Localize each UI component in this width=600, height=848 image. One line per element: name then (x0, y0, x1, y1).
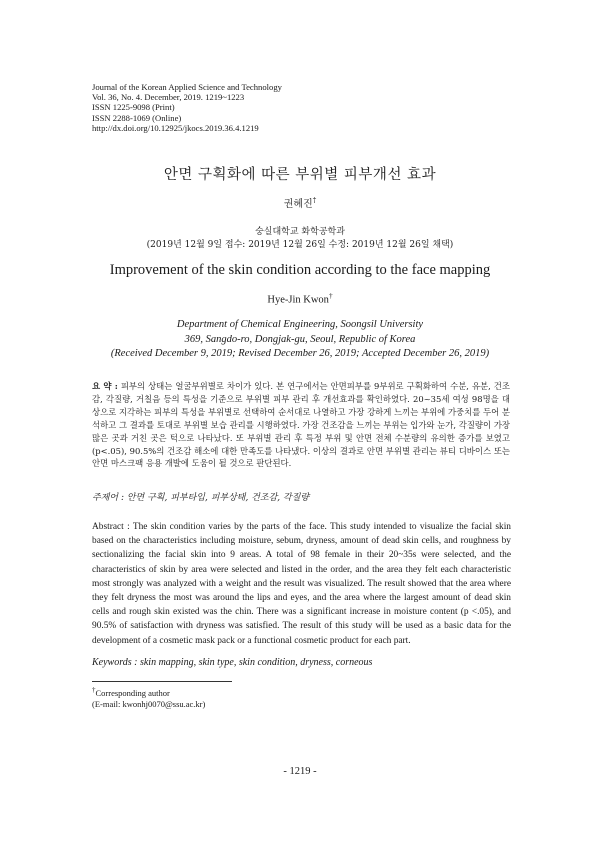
dates-english: (Received December 9, 2019; Revised December 26, 2019; Accepted December 26, 2019) (110, 348, 490, 360)
footnote-email: (E-mail: kwonhj0070@ssu.ac.kr) (92, 698, 206, 709)
affiliation-korean-dept: 숭실대학교 화학공학과 (255, 227, 345, 237)
abstract-english-text: The skin condition varies by the parts of the face. This study intended to visualize the facial skin based on the characteristics including moisture, sebum, dryness, amount of dead skin cells, and roughness by sectionalizing the facial skin into 9 areas. A total of 98 female in their 20~35s were selected, and the characteristics of skin by area were selected and listed in the order, and the area they felt each characteristic most strongly was analyzed with a weight and the result was visualized. The result showed that the area where they felt dryness the most was around the lips and eyes, and the area where the largest amount of dead skin cells and rough skin existed was the chin. There was a significant increase in moisture content (p <.05), and 90.5% of satisfaction with dryness was satisfied. The result of this study will be used as a basic data for the development of a cosmetic mask pack or a functional cosmetic product for each part. (92, 522, 511, 646)
issn-online: ISSN 2288-1069 (Online) (92, 112, 182, 123)
footnote-divider (92, 681, 232, 682)
abstract-korean-text: 피부의 상태는 얼굴부위별로 차이가 있다. 본 연구에서는 안면피부를 9부위로 구획화하여 수분, 유분, 건조감, 각질량, 거칠음 등의 특성을 기준으로 부위별 피부 관리 후 개선효과를 확인하였다. 20~35세 여성 98명을 대상으로 지각하는 피부의 특성을 부위별로 선택하여 순서대로 나열하고 가장 강하게 느끼는 부위에 가중치를 두어 분석하고 그 결과를 토대로 부위별 보습 관리를 시행하였다. 가장 건조감을 느끼는 부위는 입가와 눈가, 각질량이 가장 많은 곳과 거친 곳은 턱으로 나타났다. 또 부위별 관리 후 특정 부위 및 안면 전체 수분량의 유의한 증가를 보였고(p<.05), 90.5%의 건조감 해소에 대한 만족도를 나타냈다. 이상의 결과로 안면 부위별 관리는 뷰티 디바이스 또는 안면 마스크팩 응용 개발에 도움이 될 것으로 판단된다. (92, 381, 510, 469)
keywords-korean: 주제어 : 안면 구획, 피부타입, 피부상태, 건조감, 각질량 (92, 493, 310, 503)
title-english: Improvement of the skin condition according to the face mapping (109, 262, 491, 278)
author-korean-name: 권혜진 (283, 199, 313, 210)
page-number: - 1219 - (283, 766, 317, 777)
affiliation-english (0, 318, 600, 362)
dates-korean: (2019년 12월 9일 접수: 2019년 12월 26일 수정: 2019년 12월 26일 채택) (146, 240, 454, 250)
issn-print: ISSN 1225-9098 (Print) (92, 102, 175, 113)
abstract-korean-label: 요 약 : (92, 381, 118, 391)
affiliation-english-dept: Department of Chemical Engineering, Soongsil University (176, 319, 424, 330)
abstract-korean (92, 380, 510, 470)
affiliation-korean (0, 226, 600, 252)
abstract-english-label: Abstract : (92, 522, 130, 532)
author-english (0, 291, 600, 306)
author-english-mark: † (328, 291, 333, 300)
keywords-english: Keywords : skin mapping, skin type, skin condition, dryness, corneous (92, 657, 373, 668)
author-korean-mark: † (312, 196, 317, 205)
author-korean (0, 195, 600, 210)
journal-name: Journal of the Korean Applied Science and Technology (92, 82, 282, 92)
footnote-mark: † (92, 686, 96, 694)
footnote-corresponding: Corresponding author (95, 687, 170, 698)
author-english-name: Hye-Jin Kwon (267, 294, 329, 306)
doi-link[interactable]: http://dx.doi.org/10.12925/jkocs.2019.36.4.1219 (92, 122, 259, 133)
title-korean: 안면 구획화에 따른 부위별 피부개선 효과 (163, 167, 437, 183)
abstract-english (92, 520, 511, 648)
journal-volume: Vol. 36, No. 4. December, 2019. 1219~1223 (92, 92, 245, 103)
footnote (92, 685, 205, 710)
affiliation-english-address: 369, Sangdo-ro, Dongjak-gu, Seoul, Republic of Korea (184, 333, 416, 345)
journal-info (92, 82, 282, 133)
